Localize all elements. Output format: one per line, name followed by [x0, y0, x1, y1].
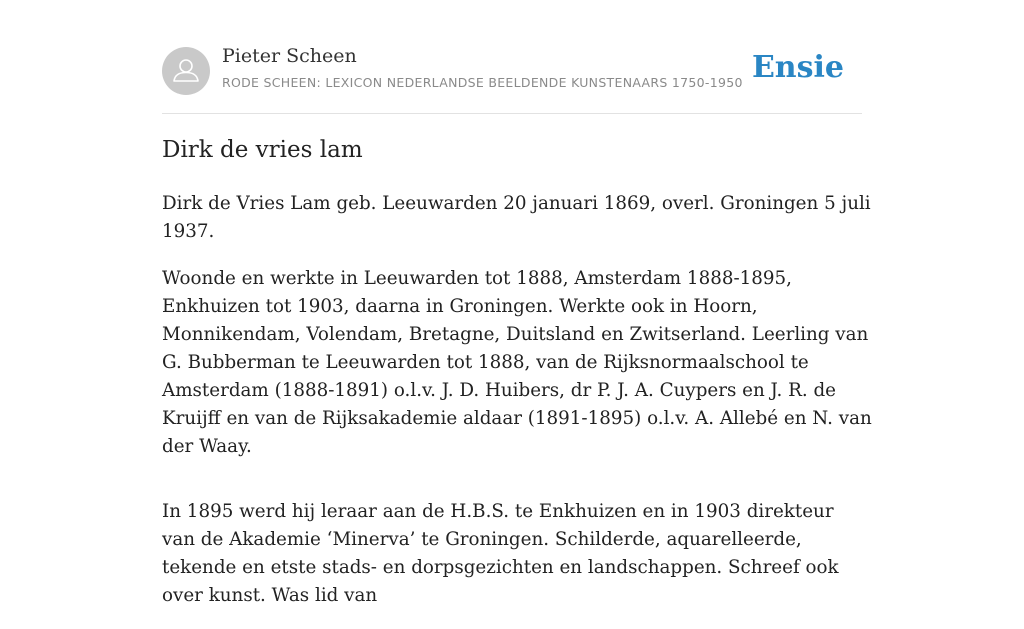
- paragraph: In 1895 werd hij leraar aan de H.B.S. te Enkhuizen en in 1903 direkteur van de Akademie ‘Minerva’ te Groningen. Schilderde, aquarelleerde, tekende en etste stads- en dorpsgezichten en landschappen. Schreef ook over kunst. Was lid van: [162, 501, 839, 606]
- article-page: [162, 0, 872, 606]
- paragraph: Woonde en werkte in Leeuwarden tot 1888, Amsterdam 1888-1895, Enkhuizen tot 1903, daarna in Groningen. Werkte ook in Hoorn, Monnikendam, Volendam, Bretagne, Duitsland en Zwitserland. Leerling van G. Bubberman te Leeuwarden tot 1888, van de Rijksnormaalschool te Amsterdam (1888-1891) o.l.v. J. D. Huibers, dr P. J. A. Cuypers en J. R. de Kruijff en van de Rijksakademie aldaar (1891-1895) o.l.v. A. Allebé en N. van der Waay.: [162, 268, 872, 457]
- user-icon: [162, 47, 210, 95]
- author-avatar[interactable]: [162, 47, 210, 95]
- source-title[interactable]: RODE SCHEEN: LEXICON NEDERLANDSE BEELDENDE KUNSTENAARS 1750-1950: [222, 75, 743, 90]
- paragraph: Dirk de Vries Lam geb. Leeuwarden 20 januari 1869, overl. Groningen 5 juli 1937.: [162, 193, 871, 242]
- article-body: [162, 190, 872, 629]
- article-header: [162, 0, 862, 114]
- author-name[interactable]: Pieter Scheen: [222, 45, 357, 67]
- page-title: Dirk de vries lam: [162, 137, 363, 163]
- brand-logo[interactable]: Ensie: [751, 50, 844, 85]
